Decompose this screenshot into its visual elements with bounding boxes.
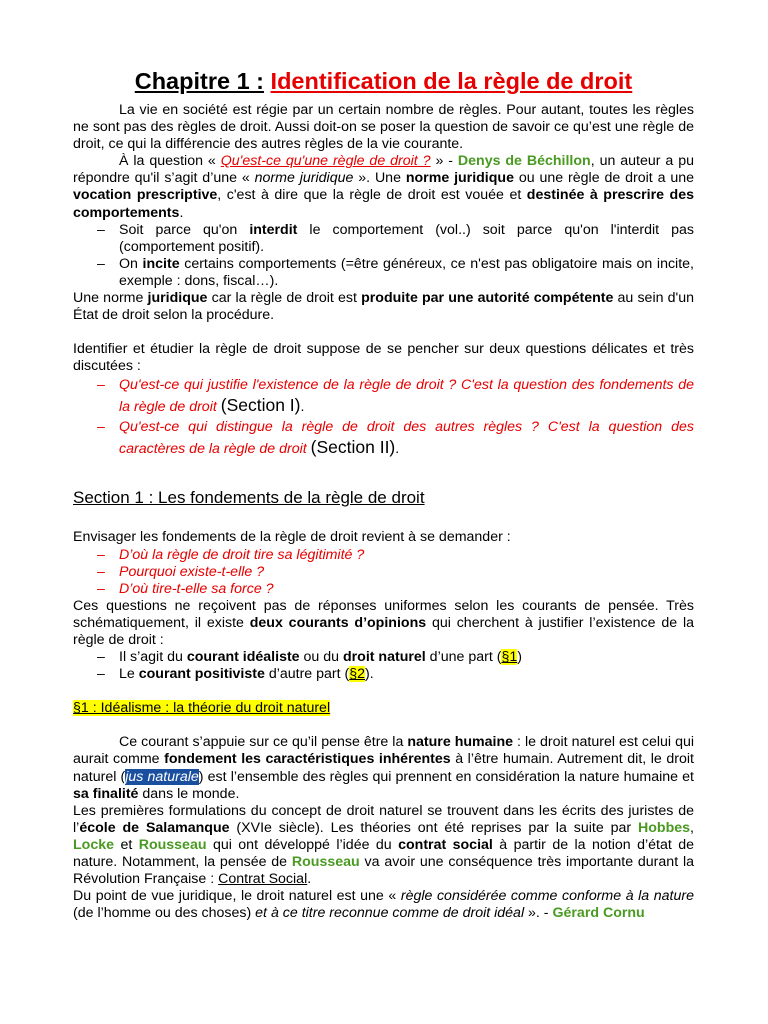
text-run: deux courants d’opinions [249, 614, 427, 631]
text-run: fondement les caractéristiques inhérentes [164, 751, 451, 768]
intro-paragraph-2 [73, 153, 694, 221]
author-name: Hobbes [638, 819, 691, 836]
text-run: norme juridique [254, 170, 354, 187]
text-run: qui ont développé l’idée du [206, 836, 399, 853]
section-ref: (Section I) [220, 395, 301, 416]
text-run: Les premières formulations du concept de droit naturel se trouvent dans les écrits des juristes de l’ [73, 802, 694, 836]
intro-list [73, 222, 694, 290]
subsection-heading-wrap [73, 700, 694, 717]
author-name: Rousseau [138, 836, 207, 853]
text-run: le comportement (vol..) soit parce qu'on l'interdit pas (comportement positif). [119, 221, 694, 255]
text-run: ». - [524, 905, 553, 922]
para1-paragraph-2 [73, 803, 694, 888]
text-run: » - [430, 153, 458, 170]
spacer [73, 717, 694, 734]
text-run: Du point de vue juridique, le droit naturel est une « [73, 888, 401, 905]
text-run: (XVIe siècle). Les théories ont été reprises par la suite par [229, 819, 639, 836]
text-run: Soit parce qu'on [119, 221, 250, 238]
section1-intro: Envisager les fondements de la règle de droit revient à se demander : [73, 529, 511, 546]
text-run: juridique [147, 290, 208, 307]
text-run: Pourquoi existe-t-elle ? [119, 563, 265, 580]
questions-paragraph: Identifier et étudier la règle de droit suppose de se pencher sur deux questions délicates et très discutées : [73, 341, 694, 375]
text-run: courant positiviste [138, 666, 265, 683]
author-name: Rousseau [291, 854, 360, 870]
section-ref: (Section II) [310, 437, 396, 458]
section1-paragraph-2 [73, 598, 694, 649]
selected-text[interactable]: jus naturale [125, 768, 199, 785]
text-run: . [395, 441, 400, 458]
list-item [73, 547, 694, 564]
text-run: ». Une [353, 170, 406, 187]
text-run: Une norme [73, 290, 148, 307]
text-run: qui cherchent à justifier l’existence de la règle de droit : [73, 614, 694, 648]
intro-p1-text: La vie en société est régie par un certain nombre de règles. Pour autant, toutes les règles ne sont pas des règles de droit. Aussi doit-on se poser la question de savoir ce qu’est une règle de droit, ce qui la différencie des autres règles de la vie courante. [73, 102, 694, 153]
text-run: sa finalité [73, 785, 139, 802]
chapter-name: Identification de la règle de droit [270, 68, 633, 94]
list-item [73, 222, 694, 256]
text-run: On [119, 255, 143, 272]
text-run: Ces questions ne reçoivent pas de réponses uniformes selon les courants de pensée. Très schématiquement, il existe [73, 597, 694, 631]
author-name: Gérard Cornu [552, 905, 645, 922]
text-run: d’une part ( [425, 649, 502, 666]
text-run: Ce courant s’appuie sur ce qu’il pense être la [119, 734, 408, 751]
text-run: au sein d'un État de droit selon la procédure. [73, 290, 695, 324]
text-run: . [179, 204, 184, 221]
text-run: certains comportements (=être généreux, ce n'est pas obligatoire mais on incite, exemple : dons, fiscal…). [119, 255, 694, 289]
list-item [73, 375, 694, 417]
author-name: Denys de Béchillon [457, 153, 591, 170]
contrat-social-ref: Contrat Social [218, 871, 308, 888]
chapter-number: Chapitre 1 : [134, 68, 265, 94]
subsection-heading: §1 : Idéalisme : la théorie du droit naturel [73, 700, 331, 717]
intro-paragraph-3 [73, 290, 694, 324]
text-run: Qu'est-ce qui justifie l'existence de la règle de droit ? C'est la question des fondements de la règle de droit [119, 377, 694, 416]
text-run: . [300, 399, 305, 416]
text-run: (de l’homme ou des choses) [73, 905, 256, 922]
text-run: courant idéaliste [186, 649, 300, 666]
spacer [73, 683, 694, 700]
section1-questions [73, 547, 694, 598]
text-run: . [307, 871, 312, 888]
text-run: nature humaine [407, 734, 514, 751]
text-run: dans le monde. [138, 785, 240, 802]
text-run: ). [365, 666, 374, 683]
spacer [73, 324, 694, 341]
text-run: D’où tire-t-elle sa force ? [119, 580, 274, 597]
text-run: D’où la règle de droit tire sa légitimité ? [119, 546, 365, 563]
text-run: À la question « [119, 153, 221, 170]
list-item [73, 649, 694, 666]
list-item [73, 666, 694, 683]
text-run: et à ce titre reconnue comme de droit idéal [255, 905, 525, 922]
text-run: car la règle de droit est [207, 290, 362, 307]
text-run: ) est l’ensemble des règles qui prennent en considération la nature humaine et [198, 768, 694, 785]
list-item [73, 256, 694, 290]
paragraph-ref-link[interactable]: §2 [349, 666, 366, 683]
list-item [73, 581, 694, 598]
question-link[interactable]: Qu'est-ce qu'une règle de droit ? [220, 153, 431, 170]
text-run: incite [142, 255, 180, 272]
intro-paragraph-1 [73, 102, 694, 153]
para1-paragraph-1 [73, 734, 694, 802]
text-run: : le droit naturel est celui qui aurait comme [73, 734, 695, 768]
document-page [73, 66, 694, 922]
text-run: produite par une autorité compétente [361, 290, 614, 307]
currents-list [73, 649, 694, 683]
text-run: règle considérée comme conforme à la nature [400, 888, 694, 905]
text-run: , c'est à dire que la règle de droit est vouée et [217, 187, 527, 204]
text-run: Le [119, 666, 139, 683]
text-run: à partir de la notion d’état de nature. Notamment, la pensée de [73, 836, 694, 870]
text-run: école de Salamanque [79, 819, 230, 836]
paragraph-ref-link[interactable]: §1 [501, 649, 518, 666]
text-run: et [114, 836, 139, 853]
text-run: à l’être humain. Autrement dit, le droit naturel ( [73, 751, 694, 785]
text-run: d’autre part ( [264, 666, 350, 683]
questions-list [73, 375, 694, 459]
text-run: Qu'est-ce qui distingue la règle de droit des autres règles ? C'est la question des caractères de la règle de droit [119, 419, 694, 458]
text-run: interdit [249, 221, 298, 238]
text-run: destinée à prescrire des comportements [73, 187, 694, 221]
para1-paragraph-3 [73, 888, 694, 922]
text-run: ou une règle de droit a une [513, 170, 694, 187]
author-name: Locke [73, 836, 115, 853]
text-run: , un auteur a pu répondre qu'il s’agit d’une « [73, 153, 694, 187]
text-run: ou du [299, 649, 343, 666]
text-run: contrat social [398, 836, 493, 853]
text-run: , [690, 819, 694, 836]
list-item [73, 417, 694, 459]
section-heading: Section 1 : Les fondements de la règle de droit [73, 488, 425, 508]
text-run: Il s’agit du [119, 649, 187, 666]
list-item [73, 564, 694, 581]
text-run: vocation prescriptive [73, 187, 218, 204]
text-run: norme juridique [405, 170, 514, 187]
text-run: ) [517, 649, 522, 666]
chapter-title [73, 66, 694, 96]
text-run: va avoir une conséquence très importante durant la Révolution Française : [73, 854, 694, 888]
text-run: droit naturel [342, 649, 426, 666]
